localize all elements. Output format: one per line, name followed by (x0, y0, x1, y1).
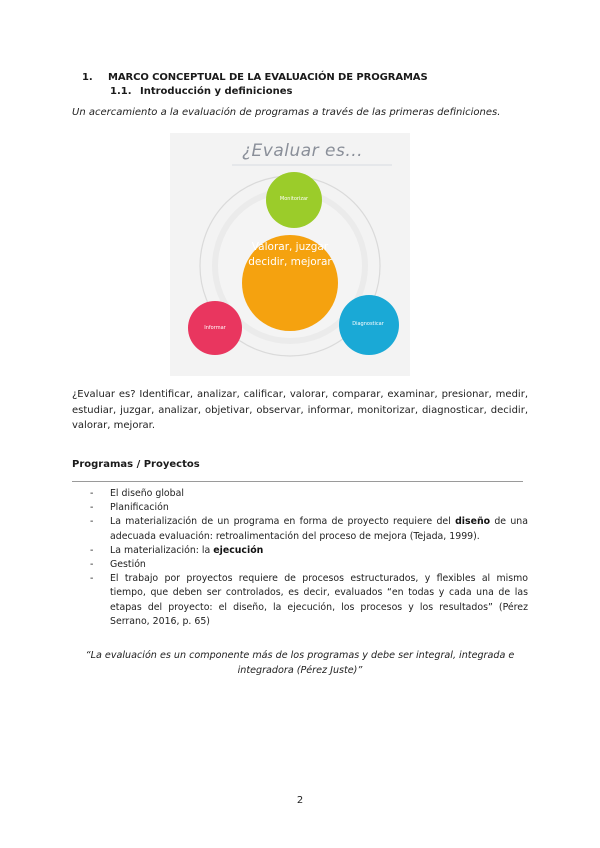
list-dash: - (90, 488, 94, 499)
list-dash: - (90, 516, 94, 528)
list-dash: - (90, 559, 94, 571)
list-item-emphasis: ejecución (213, 544, 264, 556)
diagram-title: ¿Evaluar es... (242, 141, 364, 161)
informar-label: Informar (204, 325, 226, 331)
center-circle-text: Valorar, juzgar decidir, mejorar (248, 241, 332, 268)
list-item-text: Gestión (110, 559, 146, 571)
evaluar-diagram (170, 133, 410, 376)
list-dash: - (90, 573, 94, 585)
chapter-heading (82, 72, 428, 83)
list-item (90, 572, 528, 629)
list-item-text: El diseño global (110, 488, 184, 499)
list-item (90, 558, 528, 572)
list-item-text: El trabajo por proyectos requiere de procesos estructurados, y flexibles al mismo tiempo, que deben ser controlados, es decir, evaluados “en todas y cada una de las etapas del proyecto: el diseño, la ejecución, los procesos y los resultados” (Pérez Serrano, 2016, p. 65) (110, 573, 528, 627)
programas-heading: Programas / Proyectos (72, 459, 200, 470)
monitorizar-label: Monitorizar (279, 196, 309, 202)
chapter-number: 1. (82, 72, 93, 83)
list-dash: - (90, 502, 94, 514)
list-item-text-end: de una adecuada evaluación: retroalimentación del proceso de mejora (Tejada, 1999). (110, 516, 528, 542)
list-item (90, 487, 528, 501)
section-divider (72, 481, 523, 482)
list-item (90, 501, 528, 515)
section-heading (110, 86, 292, 97)
list-item (90, 515, 528, 543)
list-dash: - (90, 544, 94, 556)
section-title: Introducción y definiciones (140, 86, 293, 97)
list-item (90, 544, 528, 558)
definition-paragraph: ¿Evaluar es? Identificar, analizar, calificar, valorar, comparar, examinar, presionar, medir, estudiar, juzgar, analizar, objetivar, observar, informar, monitorizar, diagnosticar, decidir, valorar, mejorar. (72, 389, 528, 431)
list-item-emphasis: diseño (455, 516, 491, 528)
list-item-text: La materialización de un programa en forma de proyecto requiere del (110, 516, 456, 528)
list-item-text: La materialización: la (110, 544, 214, 556)
intro-caption: Un acercamiento a la evaluación de programas a través de las primeras definiciones. (72, 107, 501, 118)
list-item-text: Planificación (110, 502, 169, 514)
diagnosticar-label: Diagnosticar (352, 321, 384, 327)
perez-juste-quote: “La evaluación es un componente más de los programas y debe ser integral, integrada e integradora (Pérez Juste)” (85, 650, 515, 676)
section-number: 1.1. (110, 86, 132, 97)
programas-list (90, 487, 528, 629)
chapter-title: MARCO CONCEPTUAL DE LA EVALUACIÓN DE PROGRAMAS (108, 72, 428, 83)
page-number: 2 (296, 795, 304, 806)
